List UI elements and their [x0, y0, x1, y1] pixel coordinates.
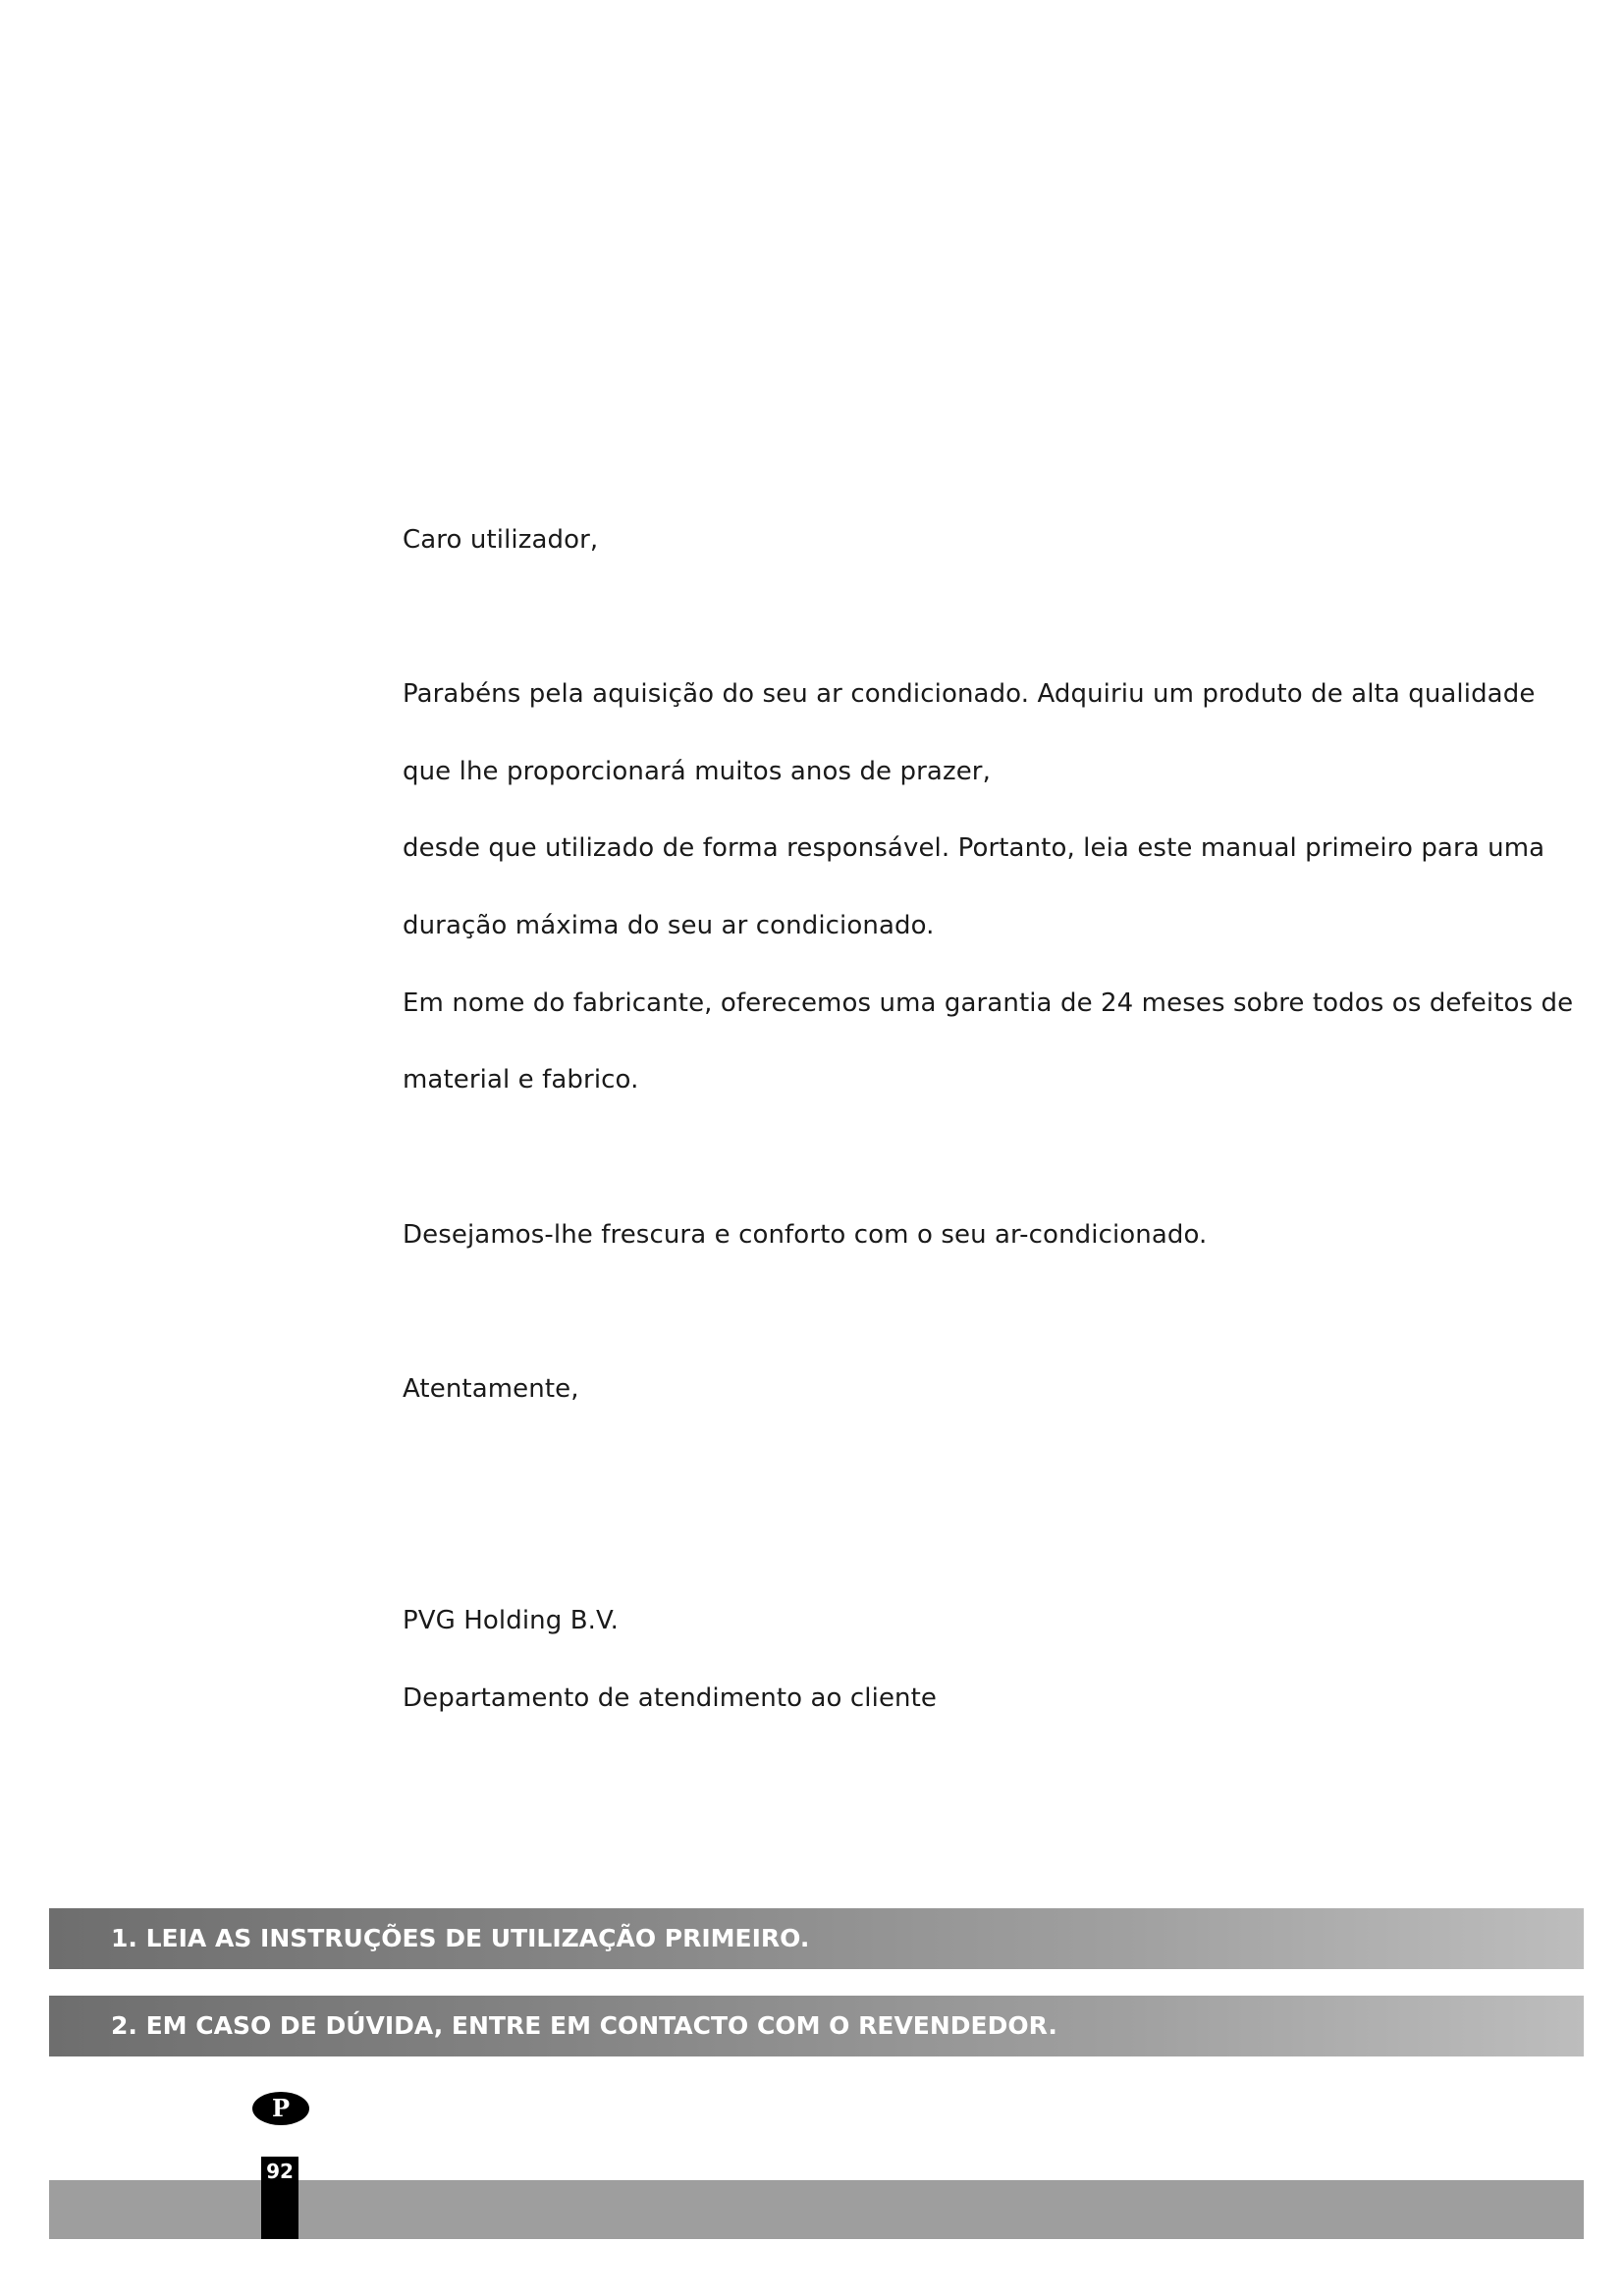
notice-band-2: 2. EM CASO DE DÚVIDA, ENTRE EM CONTACTO COM O REVENDEDOR. — [49, 1996, 1584, 2056]
language-badge: P — [252, 2092, 309, 2125]
body-line-1: Parabéns pela aquisição do seu ar condicionado. Adquiriu um produto de alta qualidade — [403, 679, 1536, 709]
body-line-4: duração máxima do seu ar condicionado. — [403, 911, 935, 940]
company-name: PVG Holding B.V. — [403, 1606, 619, 1635]
body-line-3: desde que utilizado de forma responsável. Portanto, leia este manual primeiro para uma — [403, 833, 1545, 863]
page-number: 92 — [266, 2160, 294, 2183]
body-line-5: Em nome do fabricante, oferecemos uma garantia de 24 meses sobre todos os defeitos de — [403, 988, 1574, 1018]
closing-line: Atentamente, — [403, 1374, 579, 1404]
body-line-6: material e fabrico. — [403, 1065, 639, 1095]
wish-line: Desejamos-lhe frescura e conforto com o seu ar-condicionado. — [403, 1220, 1208, 1250]
notice-band-1: 1. LEIA AS INSTRUÇÕES DE UTILIZAÇÃO PRIMEIRO. — [49, 1908, 1584, 1969]
body-line-2: que lhe proporcionará muitos anos de prazer, — [403, 757, 991, 786]
page-number-tab — [261, 2157, 298, 2239]
department-name: Departamento de atendimento ao cliente — [403, 1683, 938, 1713]
salutation: Caro utilizador, — [403, 525, 599, 555]
